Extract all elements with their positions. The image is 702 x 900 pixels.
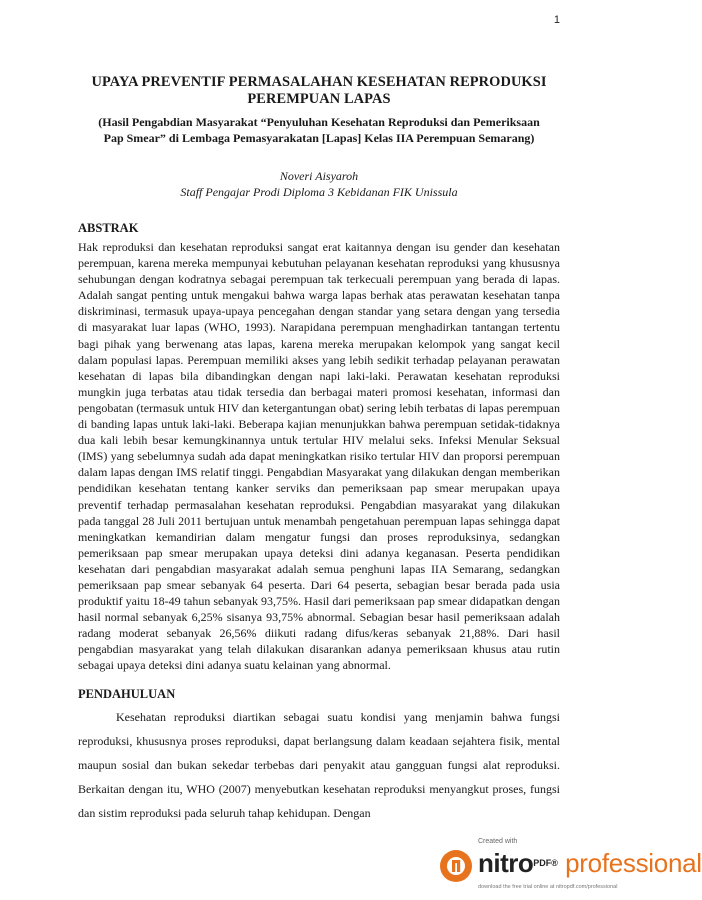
page-content	[78, 74, 560, 826]
watermark-brand-nitro: nitro	[478, 848, 534, 878]
watermark-download-line: download the free trial online at nitropdf.com/professional	[478, 884, 618, 890]
introduction-heading: PENDAHULUAN	[78, 686, 176, 701]
watermark-pdf-mark: PDF®	[533, 858, 558, 868]
abstract-heading: ABSTRAK	[78, 221, 139, 235]
nitro-logo-icon	[438, 848, 474, 884]
nitro-watermark	[438, 838, 702, 896]
watermark-product: professional	[565, 848, 702, 878]
paper-subtitle: (Hasil Pengabdian Masyarakat “Penyuluhan Kesehatan Reproduksi dan Pemeriksaan Pap Smear” di Lembaga Pemasyarakatan [Lapas] Kelas IIA Perempuan Semarang)	[98, 115, 540, 145]
introduction-body: Kesehatan reproduksi diartikan sebagai suatu kondisi yang menjamin bahwa fungsi reproduksi, khususnya proses reproduksi, dapat berlangsung dalam keadaan sejahtera fisik, mental maupun sosial dan bukan sekedar terbebas dari penyakit atau gangguan fungsi alat reproduksi. Berkaitan dengan itu, WHO (2007) menyebutkan kesehatan reproduksi menyangkut proses, fungsi dan sistim reproduksi pada seluruh tahap kehidupan. Dengan	[78, 709, 560, 821]
author-affiliation: Staff Pengajar Prodi Diploma 3 Kebidanan FIK Unissula	[180, 185, 458, 199]
watermark-created-with: Created with	[478, 838, 518, 845]
paper-title: UPAYA PREVENTIF PERMASALAHAN KESEHATAN REPRODUKSI PEREMPUAN LAPAS	[91, 74, 547, 107]
watermark-brand	[478, 848, 702, 878]
page-number: 1	[553, 14, 560, 26]
abstract-body: Hak reproduksi dan kesehatan reproduksi sangat erat kaitannya dengan isu gender dan kesehatan perempuan, karena mereka mempunyai kebutuhan pelayanan kesehatan reproduksi yang khususnya sehubungan dengan kodratnya sebagai perempuan tak terkecuali perempuan yang berada di lapas. Adalah sangat penting untuk mengakui bahwa warga lapas berhak atas perawatan kesehatan tanpa diskriminasi, termasuk upaya-upaya pencegahan dengan standar yang setara dengan yang tersedia di masyarakat luar lapas (WHO, 1993). Narapidana perempuan menghadirkan tantangan tertentu bagi pihak yang berwenang atas lapas, karena mereka merupakan kelompok yang sangat kecil dalam populasi lapas. Perempuan memiliki akses yang lebih sedikit terhadap pelayanan perawatan kesehatan di lapas bila dibandingkan dengan napi laki-laki. Perawatan kesehatan reproduksi mungkin juga terbatas atau tidak tersedia dan berbagai materi promosi kesehatan, informasi dan pengobatan (termasuk untuk HIV dan ketergantungan obat) sering lebih terbatas di lapas perempuan di banding lapas untuk laki-laki. Beberapa kajian menunjukkan bahwa perempuan setidak-tidaknya dua kali lebih besar kemungkinannya untuk tertular HIV melalui seks. Infeksi Menular Seksual (IMS) yang sebelumnya sudah ada dapat meningkatkan risiko tertular HIV dan proporsi perempuan dalam lapas dengan IMS relatif tinggi. Pengabdian Masyarakat yang dilakukan dengan memberikan pendidikan kesehatan tentang kanker serviks dan pemeriksaan pap smear merupakan upaya preventif terhadap permasalahan kesehatan reproduksi. Pengabdian masyarakat yang dilakukan pada tanggal 28 Juli 2011 bertujuan untuk menambah pengetahuan perempuan lapas sehingga dapat meningkatkan kemandirian dalam mengatur fungsi dan proses reproduksinya, sedangkan pemeriksaan pap smear merupakan upaya deteksi dini adanya keganasan. Peserta pendidikan kesehatan dari pengabdian masyarakat adalah semua penghuni lapas IIA Semarang, sedangkan pemeriksaan pap smear sebanyak 64 peserta. Dari 64 peserta, sebagian besar berada pada usia produktif yaitu 18-49 tahun sebanyak 93,75%. Hasil dari pemeriksaan pap smear didapatkan dengan hasil normal sebanyak 6,25% sisanya 93,75% abnormal. Sebagian besar hasil pemeriksaan adalah radang moderat sebanyak 26,56% diikuti radang difus/keras sebanyak 21,88%. Dari hasil pengabdian masyarakat yang telah dilakukan disarankan adanya pemeriksaan khusus atau rutin sebagai upaya deteksi dini adanya suatu kelainan yang abnormal.	[78, 240, 560, 673]
author-name: Noveri Aisyaroh	[279, 169, 359, 183]
